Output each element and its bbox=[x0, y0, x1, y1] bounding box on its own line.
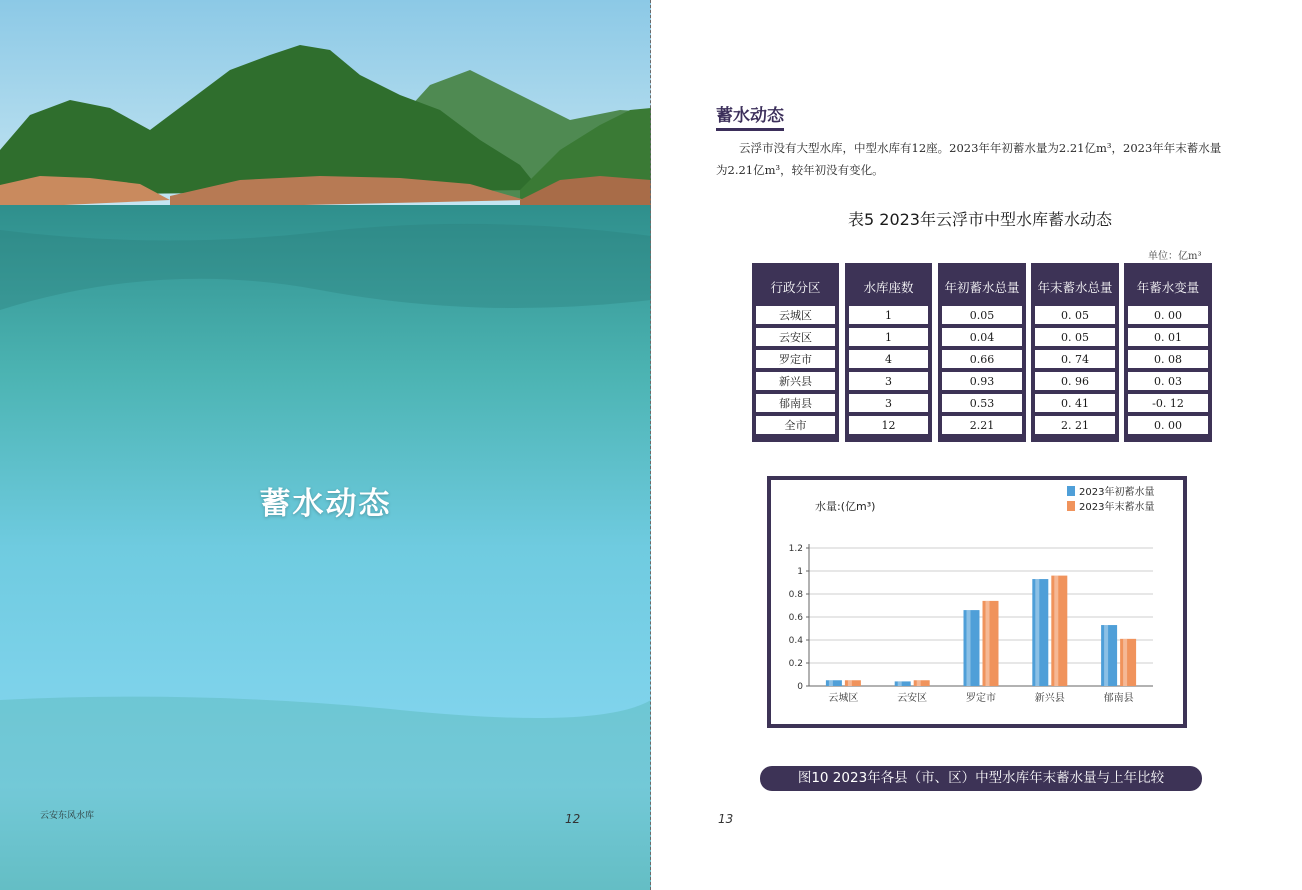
table-cell: 1 bbox=[849, 328, 928, 346]
x-tick-label: 罗定市 bbox=[966, 693, 996, 704]
y-tick-label: 0.2 bbox=[788, 659, 803, 669]
table-cell: 0. 96 bbox=[1035, 372, 1115, 390]
y-tick-label: 0.6 bbox=[788, 613, 803, 623]
bar-end bbox=[914, 680, 930, 686]
table-cell: 0.93 bbox=[942, 372, 1022, 390]
x-tick-label: 郁南县 bbox=[1103, 693, 1134, 704]
table-cell: 0. 41 bbox=[1035, 394, 1115, 412]
bar-end bbox=[845, 680, 861, 686]
table-cell: 0.04 bbox=[942, 328, 1022, 346]
table-cell: 0. 08 bbox=[1128, 350, 1208, 368]
bar-end bbox=[1120, 639, 1136, 686]
body-paragraph: 云浮市没有大型水库，中型水库有12座。2023年年初蓄水量为2.21亿m³，2023年年末蓄水量为2.21亿m³，较年初没有变化。 bbox=[716, 141, 1222, 177]
table-cell: 云安区 bbox=[756, 328, 835, 346]
y-tick-label: 1 bbox=[797, 567, 803, 577]
bar-start bbox=[964, 610, 980, 686]
table-cell: 新兴县 bbox=[756, 372, 835, 390]
y-tick-label: 0.8 bbox=[788, 590, 803, 600]
table-cell: 0.53 bbox=[942, 394, 1022, 412]
table-cell: 0.66 bbox=[942, 350, 1022, 368]
table-cell: 0. 03 bbox=[1128, 372, 1208, 390]
x-tick-label: 新兴县 bbox=[1034, 693, 1065, 704]
table-cell: 罗定市 bbox=[756, 350, 835, 368]
table-cell: 0. 01 bbox=[1128, 328, 1208, 346]
bar-highlight bbox=[986, 601, 990, 686]
y-tick-label: 0 bbox=[797, 682, 803, 692]
table-title: 表5 2023年云浮市中型水库蓄水动态 bbox=[848, 210, 1112, 229]
bar-highlight bbox=[967, 610, 971, 686]
table-header: 行政分区 bbox=[770, 279, 821, 295]
page-gutter bbox=[650, 0, 651, 890]
cover-title: 蓄水动态 bbox=[259, 486, 392, 522]
table-cell: 云城区 bbox=[756, 306, 835, 324]
table-column-end-storage bbox=[1031, 263, 1119, 442]
bar-start bbox=[895, 681, 911, 686]
table-cell: 3 bbox=[849, 394, 928, 412]
bar-highlight bbox=[1123, 639, 1127, 686]
legend-label: 2023年初蓄水量 bbox=[1079, 487, 1155, 498]
bar-end bbox=[1051, 576, 1067, 686]
chart-frame bbox=[767, 476, 1187, 728]
table-cell: 12 bbox=[849, 416, 928, 434]
bar-start bbox=[826, 680, 842, 686]
table-header: 年蓄水变量 bbox=[1136, 279, 1200, 295]
photo-caption: 云安东风水库 bbox=[40, 811, 95, 821]
table-unit: 单位：亿m³ bbox=[1148, 251, 1202, 262]
table-cell: 0.05 bbox=[942, 306, 1022, 324]
bar-highlight bbox=[829, 680, 833, 686]
table-column-change bbox=[1124, 263, 1212, 442]
table-cell: 全市 bbox=[756, 416, 835, 434]
x-tick-label: 云城区 bbox=[828, 693, 859, 704]
bar-highlight bbox=[1054, 576, 1058, 686]
y-axis-label: 水量:(亿m³) bbox=[815, 500, 876, 513]
table-cell: 0. 05 bbox=[1035, 306, 1115, 324]
x-tick-label: 云安区 bbox=[897, 693, 928, 704]
table-cell: 2. 21 bbox=[1035, 416, 1115, 434]
page-number-left: 12 bbox=[565, 812, 581, 826]
table-cell: 1 bbox=[849, 306, 928, 324]
y-tick-label: 0.4 bbox=[788, 636, 803, 646]
table-cell: 郁南县 bbox=[756, 394, 835, 412]
table-cell: 0. 00 bbox=[1128, 306, 1208, 324]
bar-highlight bbox=[898, 681, 902, 686]
bar-highlight bbox=[1104, 625, 1108, 686]
legend-label: 2023年末蓄水量 bbox=[1079, 502, 1155, 513]
table-column-district bbox=[752, 263, 839, 442]
table-header: 水库座数 bbox=[863, 279, 914, 295]
table-cell: 0. 00 bbox=[1128, 416, 1208, 434]
bar-start bbox=[1032, 579, 1048, 686]
table-header: 年末蓄水总量 bbox=[1037, 279, 1113, 295]
y-tick-label: 1.2 bbox=[788, 544, 803, 554]
table-cell: 0. 74 bbox=[1035, 350, 1115, 368]
legend-swatch bbox=[1067, 486, 1075, 496]
page-number-right: 13 bbox=[718, 812, 734, 826]
table-column-start-storage bbox=[938, 263, 1026, 442]
bar-highlight bbox=[917, 680, 921, 686]
storage-bar-chart bbox=[771, 480, 1183, 724]
bar-start bbox=[1101, 625, 1117, 686]
table-cell: 0. 05 bbox=[1035, 328, 1115, 346]
table-cell: 3 bbox=[849, 372, 928, 390]
table-cell: 4 bbox=[849, 350, 928, 368]
section-heading: 蓄水动态 bbox=[716, 101, 784, 131]
table-header: 年初蓄水总量 bbox=[944, 279, 1020, 295]
table-cell: -0. 12 bbox=[1128, 394, 1208, 412]
table-cell: 2.21 bbox=[942, 416, 1022, 434]
table-column-count bbox=[845, 263, 932, 442]
bar-highlight bbox=[848, 680, 852, 686]
bar-highlight bbox=[1035, 579, 1039, 686]
legend-swatch bbox=[1067, 501, 1075, 511]
figure-caption: 图10 2023年各县（市、区）中型水库年末蓄水量与上年比较 bbox=[760, 766, 1202, 791]
bar-end bbox=[983, 601, 999, 686]
